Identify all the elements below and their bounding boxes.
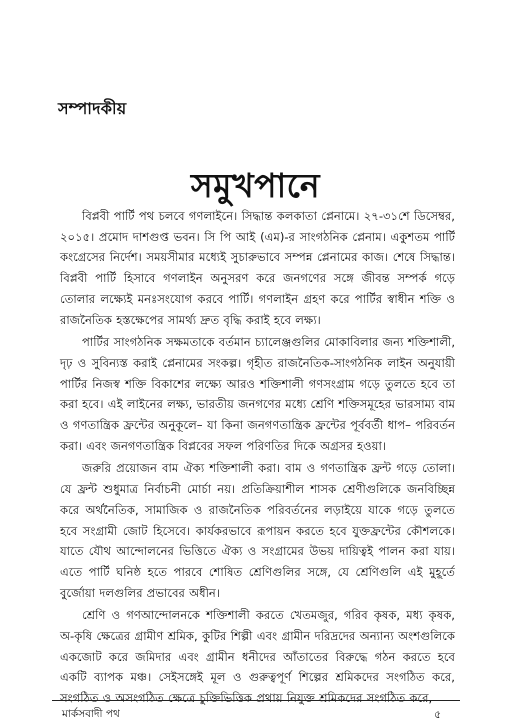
page-number: ৫ [434, 708, 442, 721]
paragraph-4: শ্রেণি ও গণআন্দোলনকে শক্তিশালী করতে খেতমজুর, গরিব কৃষক, মধ্য কৃষক, অ-কৃষি ক্ষেত্রের গ্রামীণ শ্রমিক, কুটির শিল্পী এবং গ্রামীন দরিদ্রদের অন্যান্য অংশগুলিকে একজোট করে জমিদার এবং গ্রামীন ধনীদের আঁতাতের বিরুদ্ধে গঠন করতে হবে একটি ব্যাপক মঞ্চ। সেইসঙ্গেই মূল ও গুরুত্বপূর্ণ শিল্পের শ্রমিকদের সংগঠিত করে, সংগঠিত ও অসংগঠিত ক্ষেত্রে চুক্তিভিত্তিক প্রথায় নিযুক্ত শ্রমিকদের সংগঠিত করে, [60, 608, 455, 706]
footer-publication-name: মার্কসবাদী পথ [62, 708, 120, 720]
article-body [60, 206, 455, 711]
footer-divider [52, 700, 460, 701]
paragraph-2: পার্টির সাংগঠনিক সক্ষমতাকে বর্তমান চ্যালেঞ্জগুলির মোকাবিলার জন্য শক্তিশালী, দৃঢ় ও সুবিন্যস্ত করাই প্লেনামের সংকল্প। গৃহীত রাজনৈতিক-সাংগঠনিক লাইন অনুযায়ী পার্টির নিজস্ব শক্তি বিকাশের লক্ষ্যে আরও শক্তিশালী গণসংগ্রাম গড়ে তুলতে হবে তা করা হবে। এই লাইনের লক্ষ্য, ভারতীয় জনগণের মধ্যে শ্রেণি শক্তিসমূহের ভারসাম্য বাম ও গণতান্ত্রিক ফ্রন্টের অনুকূলে– যা কিনা জনগণতান্ত্রিক ফ্রন্টের পূর্ববর্তী ধাপ– পরিবর্তন করা। এবং জনগণতান্ত্রিক বিপ্লবের সফল পরিণতির দিকে অগ্রসর হওয়া। [60, 335, 455, 453]
paragraph-3: জরুরি প্রয়োজন বাম ঐক্য শক্তিশালী করা। বাম ও গণতান্ত্রিক ফ্রন্ট গড়ে তোলা। যে ফ্রন্ট শুধুমাত্র নির্বাচনী মোর্চা নয়। প্রতিক্রিয়াশীল শাসক শ্রেণীগুলিকে জনবিচ্ছিন্ন করে অর্থনৈতিক, সামাজিক ও রাজনৈতিক পরিবর্তনের লড়াইয়ে যাকে গড়ে তুলতে হবে সংগ্রামী জোট হিসেবে। কার্যকরভাবে রূপায়ন করতে হবে যুক্তফ্রন্টের কৌশলকে। যাতে যৌথ আন্দোলনের ভিত্তিতে ঐক্য ও সংগ্রামের উভয় দায়িত্বই পালন করা যায়। এতে পার্টি ঘনিষ্ঠ হতে পারবে শোষিত শ্রেণিগুলির সঙ্গে, যে শ্রেণিগুলি এই মুহূর্তে বুর্জোয়া দলগুলির প্রভাবের অধীন। [60, 461, 455, 600]
article-title: সমুখপানে [190, 166, 321, 205]
section-label: সম্পাদকীয় [58, 99, 127, 118]
paragraph-1: বিপ্লবী পার্টি পথ চলবে গণলাইনে। সিদ্ধান্ত কলকাতা প্লেনামে। ২৭-৩১শে ডিসেম্বর, ২০১৫। প্রমোদ দাশগুপ্ত ভবন। সি পি আই (এম)-র সাংগঠনিক প্লেনাম। একুশতম পার্টি কংগ্রেসের নির্দেশ। সময়সীমার মধ্যেই সুচারুভাবে সম্পন্ন প্লেনামের কাজ। শেষে সিদ্ধান্ত। বিপ্লবী পার্টি হিসাবে গণলাইন অনুসরণ করে জনগণের সঙ্গে জীবন্ত সম্পর্ক গড়ে তোলার লক্ষ্যেই মনঃসংযোগ করবে পার্টি। গণলাইন গ্রহণ করে পার্টির স্বাধীন শক্তি ও রাজনৈতিক হস্তক্ষেপের সামর্থ্য দ্রুত বৃদ্ধি করাই হবে লক্ষ্য। [60, 209, 455, 327]
